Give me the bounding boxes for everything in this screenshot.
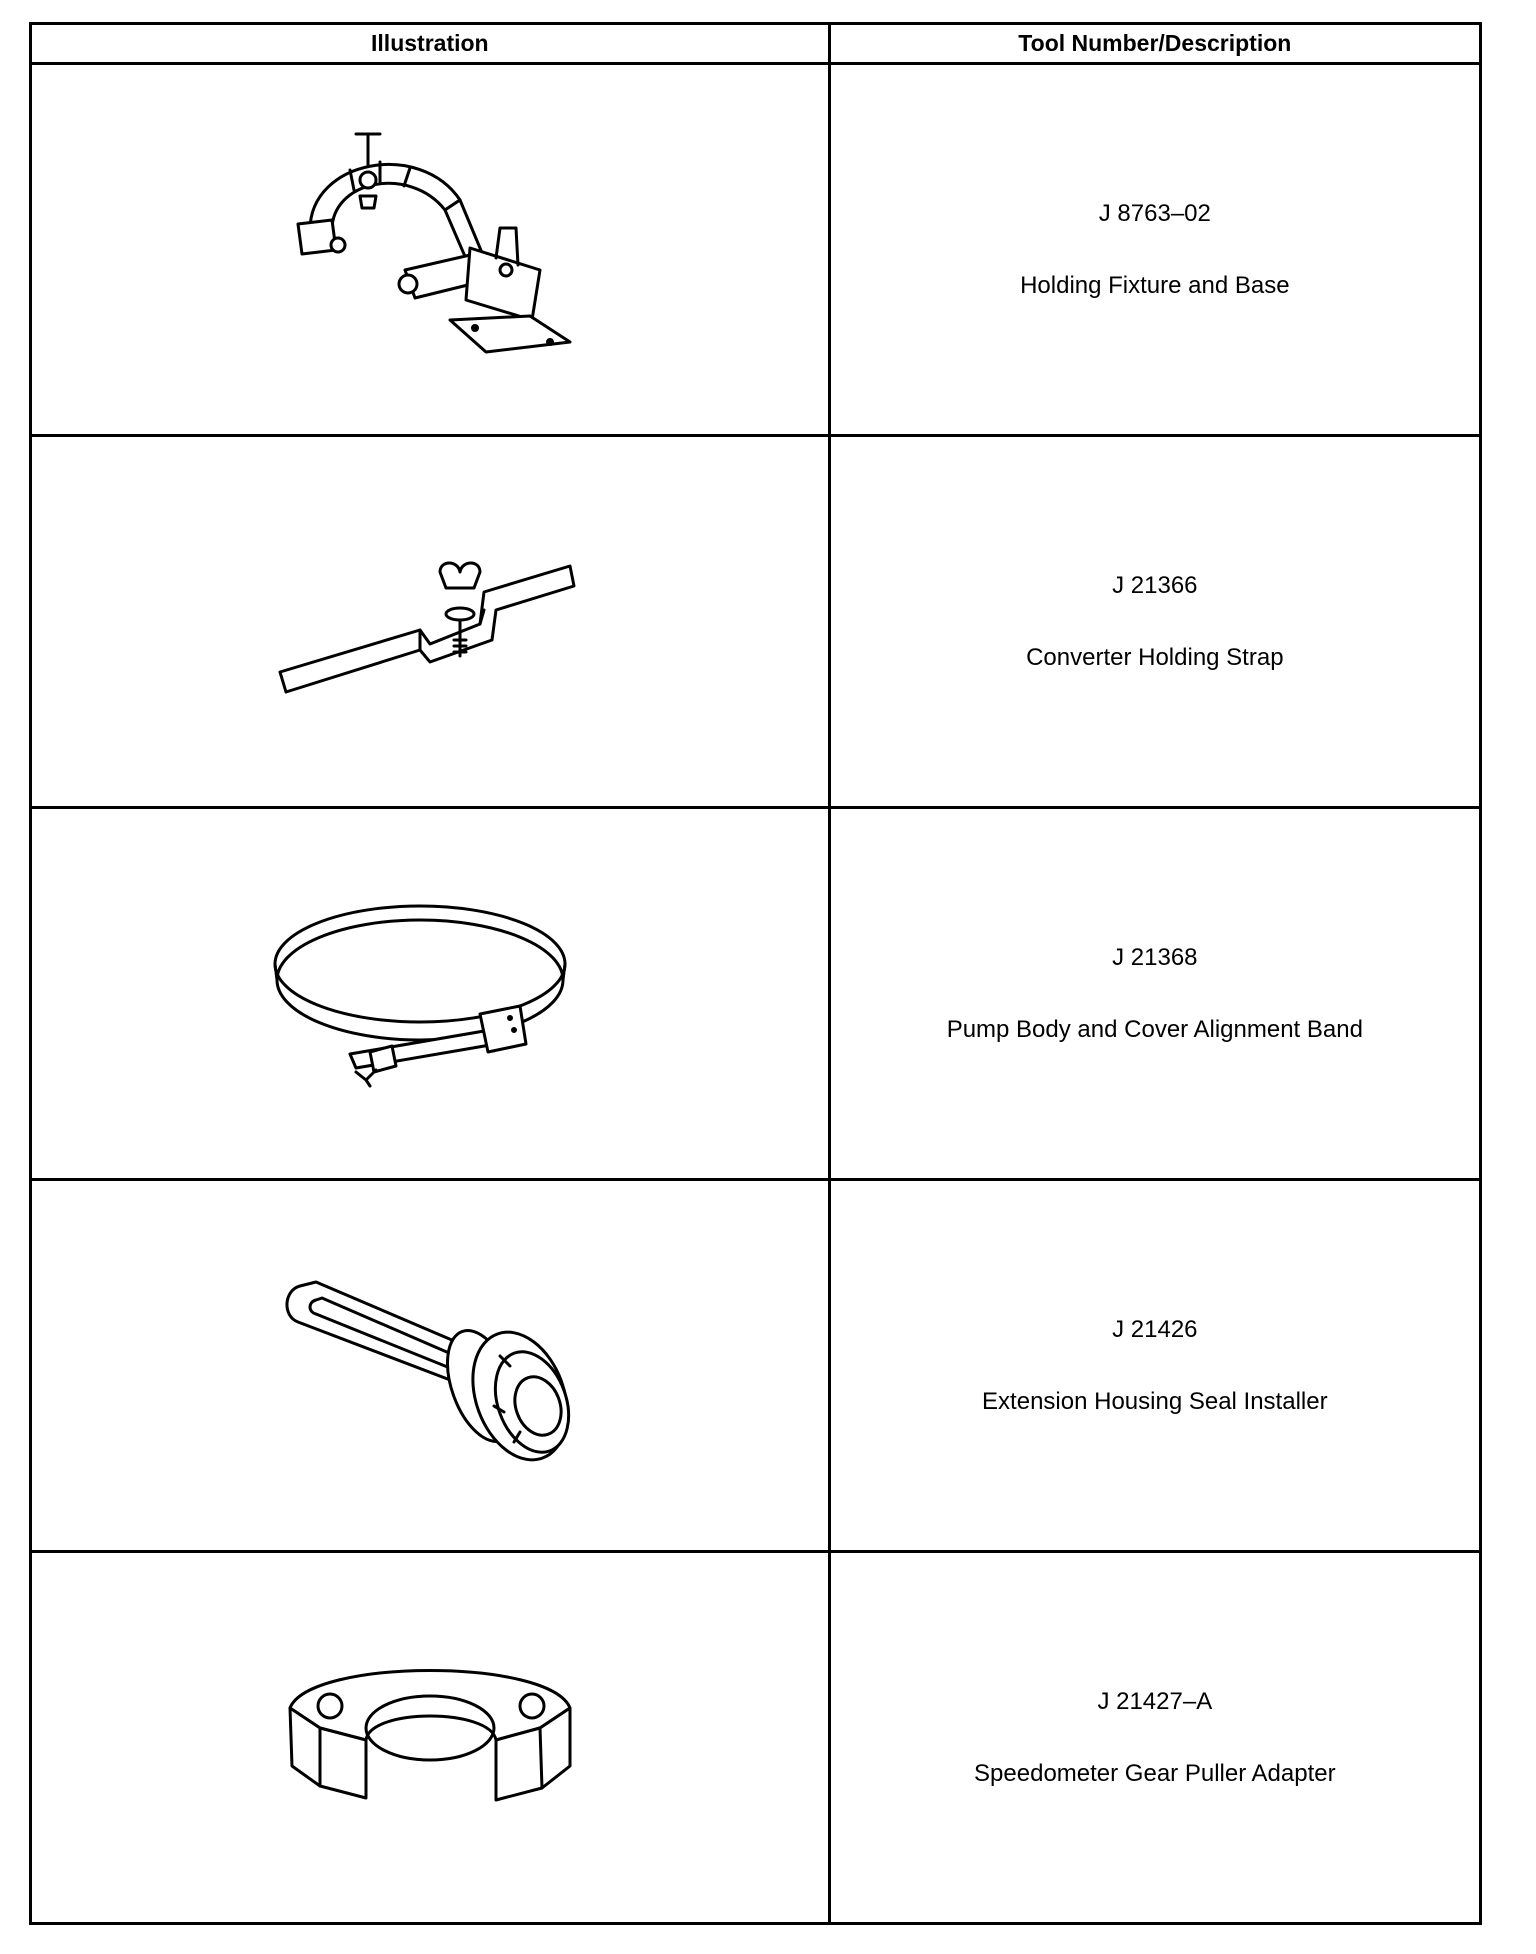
illustration-cell [31, 436, 830, 808]
table-row [31, 1180, 1481, 1552]
seal-installer-icon [270, 1256, 590, 1476]
description-cell [829, 436, 1480, 808]
tool-description-header: Tool Number/Description [829, 24, 1480, 64]
tool-number: J 21366 [1112, 571, 1198, 599]
tool-number: J 21426 [1112, 1315, 1198, 1343]
description-cell [829, 64, 1480, 436]
illustration-header: Illustration [31, 24, 830, 64]
tool-number: J 21368 [1112, 943, 1198, 971]
description-cell [829, 1180, 1480, 1552]
illustration-cell [31, 64, 830, 436]
table-row [31, 1552, 1481, 1924]
table-header-row [31, 24, 1481, 64]
tool-description: Pump Body and Cover Alignment Band [946, 1015, 1363, 1043]
tool-description: Speedometer Gear Puller Adapter [974, 1759, 1336, 1787]
tool-description: Holding Fixture and Base [1020, 271, 1290, 299]
alignment-band-icon [270, 894, 590, 1094]
description-cell [829, 808, 1480, 1180]
holding-strap-icon [270, 522, 590, 722]
illustration-cell [31, 1180, 830, 1552]
tool-number: J 8763–02 [1098, 199, 1211, 227]
holding-fixture-icon [270, 120, 590, 380]
tool-number: J 21427–A [1097, 1687, 1213, 1715]
tool-description: Converter Holding Strap [1026, 643, 1284, 671]
illustration-cell [31, 1552, 830, 1924]
table-row [31, 436, 1481, 808]
tool-description: Extension Housing Seal Installer [982, 1387, 1328, 1415]
tool-table [29, 22, 1482, 1925]
table-row [31, 64, 1481, 436]
illustration-cell [31, 808, 830, 1180]
puller-adapter-icon [270, 1648, 590, 1828]
description-cell [829, 1552, 1480, 1924]
table-row [31, 808, 1481, 1180]
